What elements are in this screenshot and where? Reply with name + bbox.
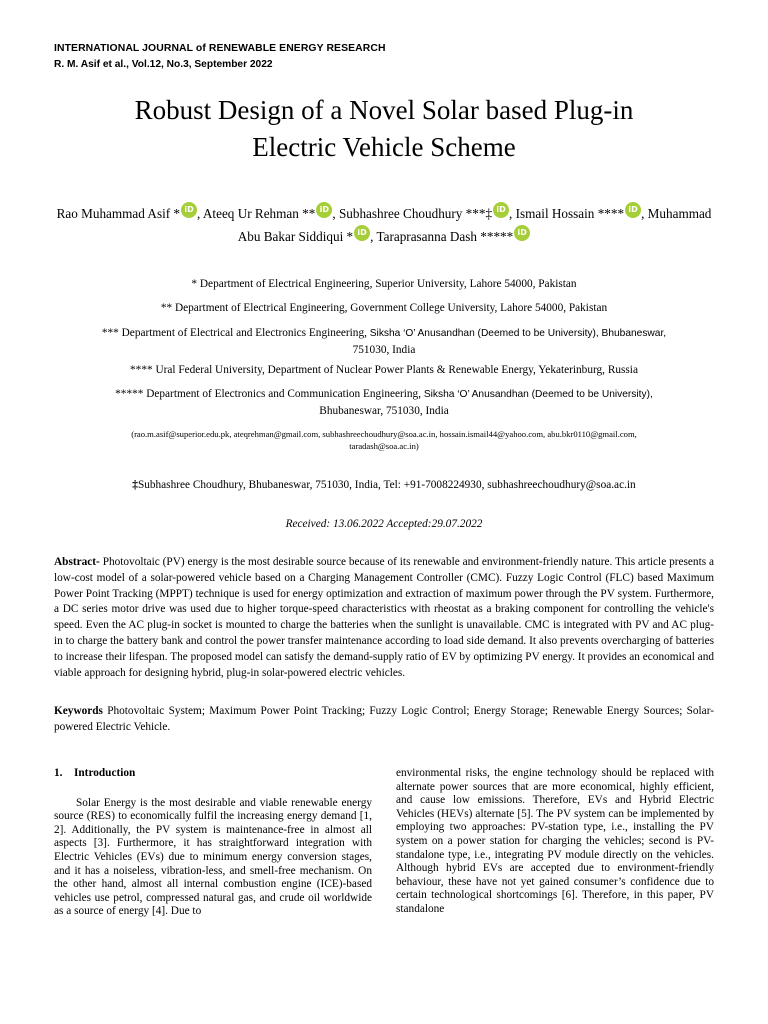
corresponding-mark: ‡ (485, 206, 493, 221)
keywords-label: Keywords (54, 705, 103, 717)
abstract-text: Photovoltaic (PV) energy is the most desirable source because of its renewable and environment-friendly nature. This article presents a low-cost model of a solar-powered vehicle based on a Charging Management Controller (CMC). Fuzzy Logic Control (FLC) based Maximum Power Point Tracking (MPPT) technique is used for energy optimization and extraction of maximum power through the PV system. Furthermore, a DC series motor drive was used due to higher torque-speed characteristics with rheostat as a braking component for controlling the vehicle's speed. Even the AC plug-in socket is mounted to charge the batteries when the sunlight is unavailable. CMC is integrated with PV and AC plug-in to charge the battery bank and control the power transfer maintenance according to load side demand. It also prevents overcharging of batteries to increase their lifespan. The proposed model can satisfy the demand-supply ratio of EV by optimizing PV energy. It provides an economical and viable approach for designing hybrid, plug-in solar-powered electric vehicles. (54, 556, 714, 679)
affiliation-4: **** Ural Federal University, Department of Nuclear Power Plants & Renewable Energy, Yekaterinburg, Russia (130, 364, 638, 376)
author-name: Muhammad Abu Bakar Siddiqui * (237, 206, 712, 244)
corresponding-mark: ‡ (132, 479, 138, 491)
orcid-icon[interactable]: iD (181, 202, 197, 218)
affiliation-3: *** Department of Electrical and Electronics Engineering, Siksha ‘O’ Anusandhan (Deemed to be University), Bhubaneswar, 751030, India (101, 327, 667, 356)
orcid-icon[interactable]: iD (625, 202, 641, 218)
keywords-text: Photovoltaic System; Maximum Power Point Tracking; Fuzzy Logic Control; Energy Storage; Renewable Energy Sources; Solar-powered Electric Vehicle. (54, 705, 714, 733)
section-number: 1. (54, 767, 63, 779)
author-name: Rao Muhammad Asif * (56, 206, 181, 221)
affiliation-5: ***** Department of Electronics and Communication Engineering, Siksha ‘O’ Anusandhan (Deemed to be University), Bhubaneswar, 751030, India (115, 388, 653, 417)
title-line-1: Robust Design of a Novel Solar based Plug-in (134, 95, 634, 125)
intro-paragraph-left: Solar Energy is the most desirable and viable renewable energy source (RES) to economically fulfil the increasing energy demand [1, 2]. Additionally, the PV system is maintenance-free in almost all aspects [3]. Furthermore, it has straightforward integration with Electric Vehicles (EVs) due to minimum energy conversion stages, and it has a noiseless, vibration-less, and smell-free mechanism. On the other hand, almost all internal combustion engine (ICE)-based vehicles use petrol, compressed natural gas, and crude oil worldwide as a source of energy [4]. Due to (54, 796, 372, 918)
author-emails: (rao.m.asif@superior.edu.pk, ateqrehman@gmail.com, subhashreechoudhury@soa.ac.in, hossain.ismail44@yahoo.com, abu.bkr0110@gmail.com, taradash@soa.ac.in) (131, 429, 637, 451)
orcid-icon[interactable]: iD (493, 202, 509, 218)
keywords (54, 704, 714, 736)
orcid-icon[interactable]: iD (514, 225, 530, 241)
author-name: Subhashree Choudhury *** (338, 206, 486, 221)
journal-volume-info: R. M. Asif et al., Vol.12, No.3, September 2022 (54, 59, 273, 70)
corresponding-author: ‡Subhashree Choudhury, Bhubaneswar, 751030, India, Tel: +91-7008224930, subhashreechoudhury@soa.ac.in (132, 479, 636, 491)
author-name: Ismail Hossain **** (515, 206, 625, 221)
right-column (396, 767, 714, 917)
author-list: Rao Muhammad Asif * iD , Ateeq Ur Rehman ** iD , Subhashree Choudhury ***‡ iD , Ismail Hossain **** iD , Muhammad Abu Bakar Siddiqui * iD , Taraprasanna Dash ***** iD (54, 202, 714, 248)
orcid-icon[interactable]: iD (354, 225, 370, 241)
paper-title (40, 92, 728, 166)
section-title: Introduction (74, 767, 136, 779)
title-line-2: Electric Vehicle Scheme (252, 132, 516, 162)
section-heading (54, 767, 372, 781)
intro-paragraph-right: environmental risks, the engine technology should be replaced with alternate power sources that are more economical, highly efficient, and cause low emissions. Therefore, EVs and Hybrid Electric Vehicles (HEVs) alternate [5]. The PV system can be implemented by employing two approaches: PV-station type, i.e., installing the PV system on a power station for charging the vehicles; second is PV-standalone type, i.e., integrating PV module directly on the vehicles. Although hybrid EVs are accepted due to environment-friendly behaviour, these have not yet gained consumer’s confidence due to certain technological shortcomings [6]. Therefore, in this paper, PV standalone (396, 767, 714, 915)
journal-name: INTERNATIONAL JOURNAL of RENEWABLE ENERGY RESEARCH (54, 43, 386, 54)
left-column (54, 767, 372, 919)
author-name: Ateeq Ur Rehman ** (202, 206, 316, 221)
abstract (54, 555, 714, 681)
orcid-icon[interactable]: iD (316, 202, 332, 218)
abstract-label: Abstract- (54, 556, 100, 568)
affiliation-2: ** Department of Electrical Engineering, Government College University, Lahore 54000, Pakistan (160, 302, 608, 314)
affiliation-1: * Department of Electrical Engineering, Superior University, Lahore 54000, Pakistan (191, 278, 577, 290)
author-name: Taraprasanna Dash ***** (376, 229, 514, 244)
received-accepted-dates: Received: 13.06.2022 Accepted:29.07.2022 (285, 518, 483, 530)
